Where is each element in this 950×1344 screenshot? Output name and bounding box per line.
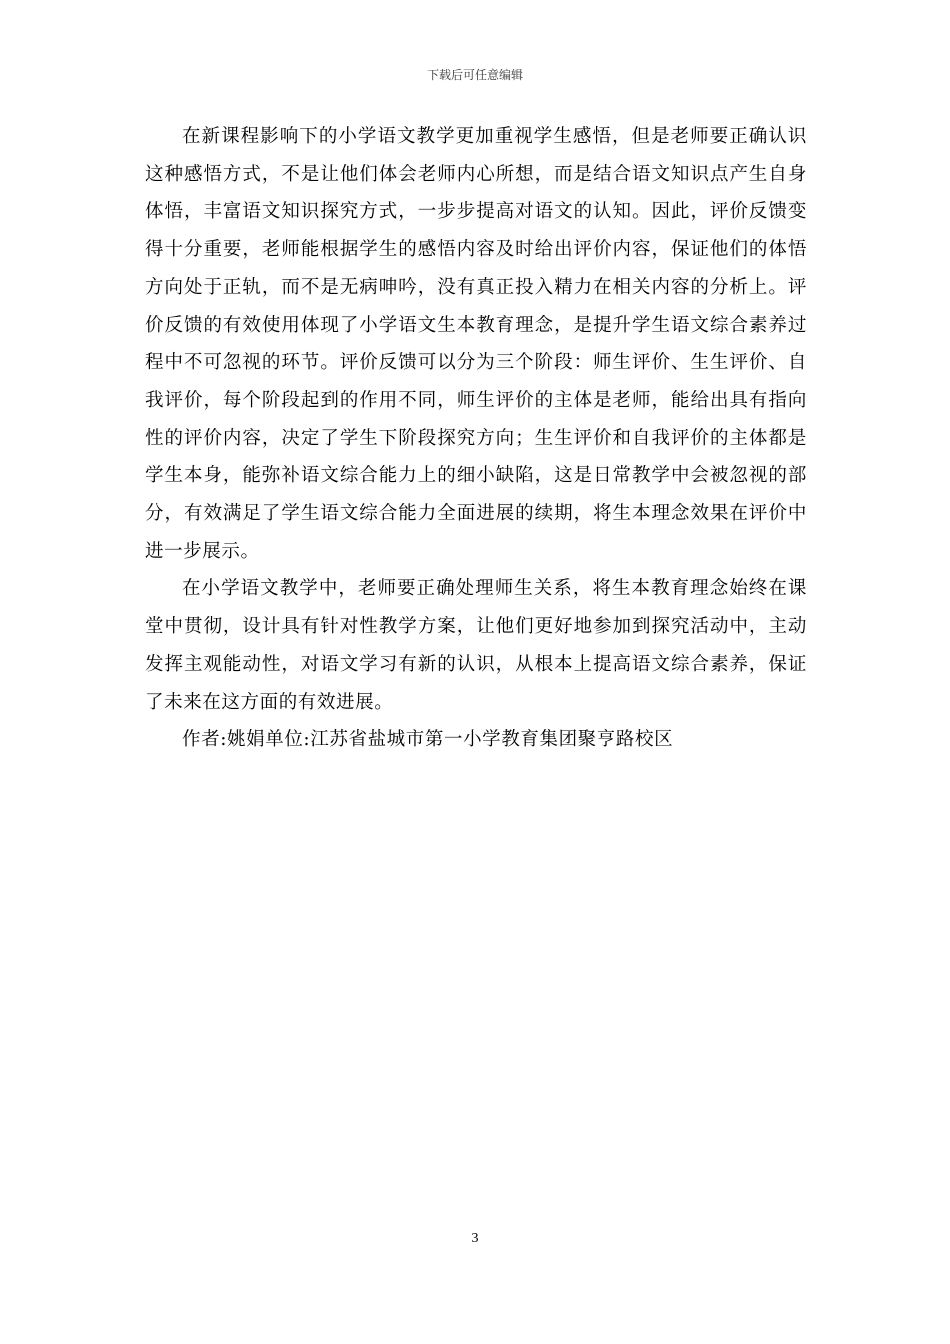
page-number: 3	[471, 1231, 479, 1246]
document-body	[145, 118, 807, 759]
page-header: 下载后可任意编辑	[426, 68, 523, 82]
paragraph-evaluation-feedback: 在新课程影响下的小学语文教学更加重视学生感悟，但是老师要正确认识这种感悟方式，不是让他们体会老师内心所想，而是结合语文知识点产生自身体悟，丰富语文知识探究方式，一步步提高对语文的认知。因此，评价反馈变得十分重要，老师能根据学生的感悟内容及时给出评价内容，保证他们的体悟方向处于正轨，而不是无病呻吟，没有真正投入精力在相关内容的分析上。评价反馈的有效使用体现了小学语文生本教育理念，是提升学生语文综合素养过程中不可忽视的环节。评价反馈可以分为三个阶段：师生评价、生生评价、自我评价，每个阶段起到的作用不同，师生评价的主体是老师，能给出具有指向性的评价内容，决定了学生下阶段探究方向；生生评价和自我评价的主体都是学生本身，能弥补语文综合能力上的细小缺陷，这是日常教学中会被忽视的部分，有效满足了学生语文综合能力全面进展的续期，将生本理念效果在评价中进一步展示。	[145, 126, 807, 562]
paragraph-conclusion: 在小学语文教学中，老师要正确处理师生关系，将生本教育理念始终在课堂中贯彻，设计具有针对性教学方案，让他们更好地参加到探究活动中，主动发挥主观能动性，对语文学习有新的认识，从根本上提高语文综合素养，保证了未来在这方面的有效进展。	[145, 578, 807, 713]
author-line: 作者:姚娟单位:江苏省盐城市第一小学教育集团聚亨路校区	[182, 729, 674, 751]
